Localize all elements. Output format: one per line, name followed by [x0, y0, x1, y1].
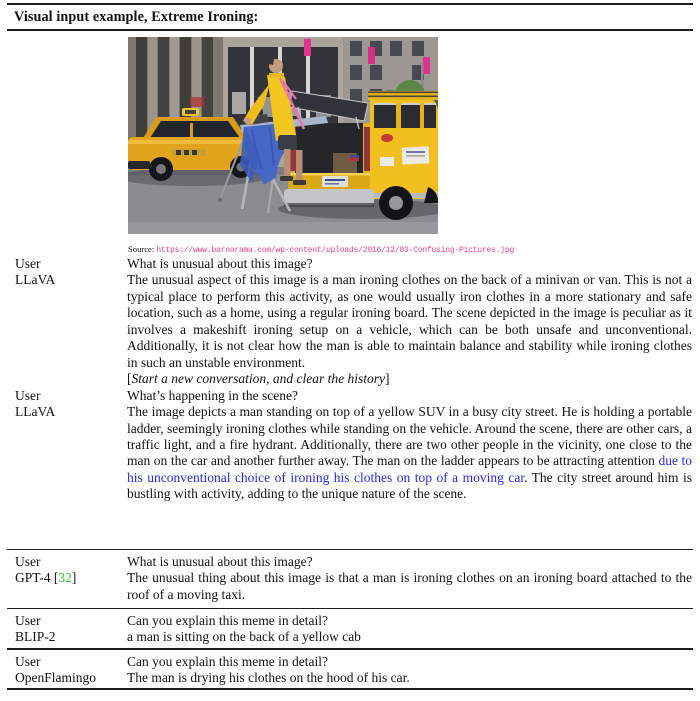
- conversation-row: [0, 388, 700, 404]
- note-open-bracket: [: [127, 371, 132, 387]
- table-title-rule: [7, 29, 693, 31]
- openflamingo-section: [0, 654, 700, 687]
- user-question-gpt4: What is unusual about this image?: [127, 554, 313, 569]
- conversation-row: [0, 404, 700, 503]
- table-mid-rule: [7, 608, 693, 609]
- table-mid-rule: [7, 648, 693, 650]
- llava-answer-1: [127, 272, 692, 387]
- note-italic-text: Start a new conversation, and clear the history: [131, 371, 385, 387]
- conversation-row: [0, 670, 700, 686]
- extreme-ironing-photo: [128, 37, 438, 234]
- gpt4-label-prefix: GPT-4 [: [15, 570, 59, 586]
- conversation-row: [0, 629, 700, 645]
- speaker-label-user: User: [15, 387, 41, 403]
- speaker-label-user: User: [15, 613, 41, 628]
- speaker-label-blip2: BLIP-2: [15, 629, 56, 645]
- answer-segment: . The city street around him is bustling with activity, adding to the unique nature of the scene.: [127, 469, 692, 502]
- llava-conversation-section: [0, 256, 700, 503]
- conversation-reset-note: [127, 371, 692, 387]
- speaker-label-llava: LLaVA: [15, 272, 56, 288]
- user-question-openflamingo: Can you explain this meme in detail?: [127, 654, 328, 669]
- speaker-label-llava: LLaVA: [15, 404, 56, 420]
- gpt4-section: [0, 554, 700, 603]
- highlighted-hallucination-text: due to his unconventional choice of ironing his clothes on top of a moving car: [127, 453, 692, 485]
- source-label: Source:: [128, 244, 155, 254]
- speaker-label-openflamingo: OpenFlamingo: [15, 670, 96, 686]
- conversation-row: [0, 613, 700, 629]
- conversation-row: [0, 272, 700, 387]
- answer-segment: The image depicts a man standing on top of a yellow SUV in a busy city street. He is holding a portable ladder, seemingly ironing clothes while standing on the vehicle. Around the scene, there are other cars, a traffic light, and a fire hydrant. Additionally, there are two other people in the vicinity, one close to the man on the car and another further away. The man on the ladder appears to be attracting attention: [127, 404, 692, 469]
- gpt4-label-suffix: ]: [71, 570, 77, 586]
- conversation-row: [0, 570, 700, 603]
- openflamingo-answer: The man is drying his clothes on the hood of his car.: [127, 670, 410, 686]
- user-question-2: What’s happening in the scene?: [127, 387, 298, 403]
- conversation-row: [0, 256, 700, 272]
- blip2-section: [0, 613, 700, 646]
- user-question-blip2: Can you explain this meme in detail?: [127, 613, 328, 628]
- note-close-bracket: ]: [384, 371, 390, 387]
- image-source-caption: [128, 244, 514, 255]
- source-url-link[interactable]: https://www.barnorama.com/wp-content/uploads/2016/12/03-Confusing-Pictures.jpg: [156, 246, 515, 255]
- table-top-rule: [7, 3, 693, 5]
- example-photo: [128, 37, 438, 234]
- citation-link-32[interactable]: 32: [58, 570, 72, 586]
- conversation-row: [0, 654, 700, 670]
- speaker-label-user: User: [15, 554, 41, 569]
- gpt4-answer: The unusual thing about this image is that a man is ironing clothes on an ironing board attached to the roof of a moving taxi.: [127, 570, 692, 602]
- table-mid-rule: [7, 549, 693, 550]
- user-question-1: What is unusual about this image?: [127, 256, 313, 271]
- table-bottom-rule: [7, 688, 693, 690]
- blip2-answer: a man is sitting on the back of a yellow cab: [127, 629, 361, 645]
- table-title: Visual input example, Extreme Ironing:: [14, 9, 259, 25]
- speaker-label-user: User: [15, 654, 41, 669]
- llava-answer-2: [127, 404, 692, 503]
- speaker-label-user: User: [15, 256, 41, 271]
- conversation-row: [0, 554, 700, 570]
- llava-answer-1-paragraph: The unusual aspect of this image is a man ironing clothes on the back of a minivan or van. This is not a typical place to perform this activity, as one would usually iron clothes in a more stationary and safe location, such as a home, using a regular ironing board. The scene depicted in the image is peculiar as it involves a makeshift ironing setup on a vehicle, which can be both unsafe and unconventional. Additionally, it is not clear how the man is able to maintain balance and stability while ironing clothes in such an unstable environment.: [127, 272, 692, 370]
- speaker-label-gpt4: [15, 570, 127, 586]
